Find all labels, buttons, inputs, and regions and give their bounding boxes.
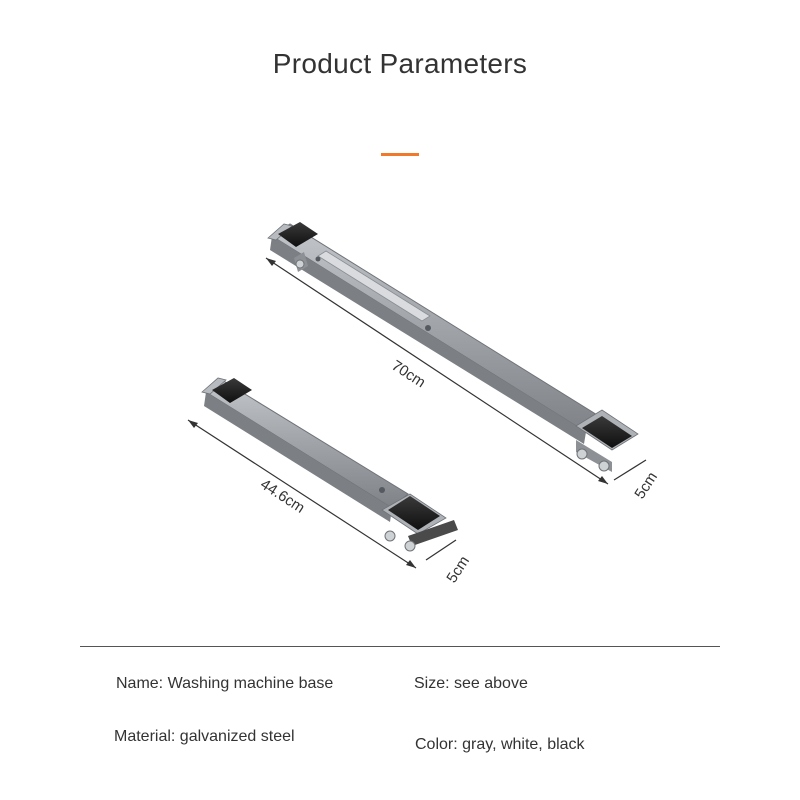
short-rail [202, 378, 458, 551]
spec-material: Material: galvanized steel [114, 728, 295, 745]
spec-color: Color: gray, white, black [415, 736, 585, 753]
spec-name: Name: Washing machine base [116, 675, 334, 692]
section-divider [80, 646, 720, 647]
spec-size: Size: see above [414, 675, 528, 692]
long-rail-length-label: 70cm [388, 357, 429, 392]
short-rail-width-dimension [426, 540, 473, 586]
long-rail [268, 222, 638, 472]
short-rail-length-label: 44.6cm [257, 475, 308, 517]
page-title: Product Parameters [272, 48, 528, 79]
long-rail-width-dimension [614, 460, 661, 502]
short-rail-width-label: 5cm [443, 553, 474, 587]
long-rail-width-label: 5cm [631, 469, 662, 503]
